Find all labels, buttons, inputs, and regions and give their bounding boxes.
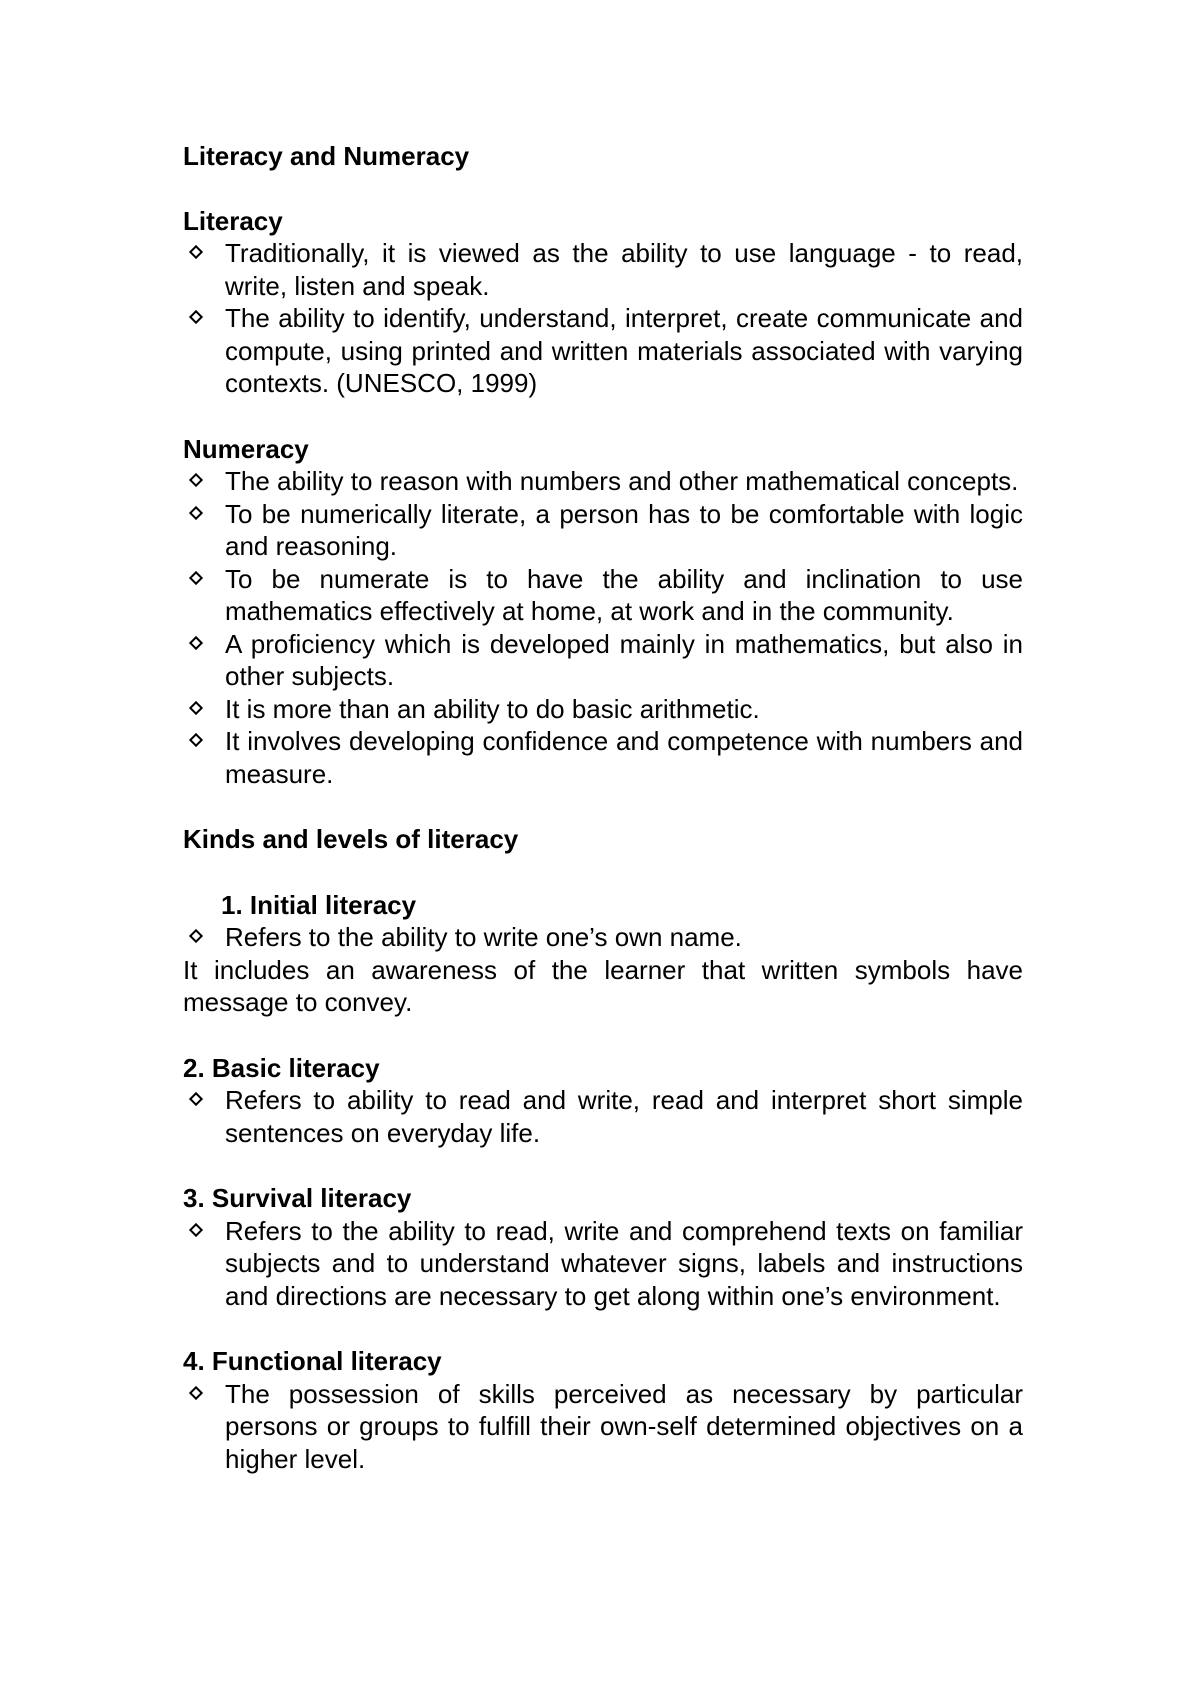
literacy-heading: Literacy (183, 205, 283, 236)
diamond-bullet-icon (189, 700, 203, 714)
diamond-bullet-icon (189, 1385, 203, 1399)
basic-literacy-heading: 2. Basic literacy (183, 1052, 380, 1083)
document-body (183, 140, 1023, 1475)
basic-literacy-list (183, 1084, 1023, 1149)
list-item: Refers to ability to read and write, read and interpret short simple sentences on everyday life. (183, 1084, 1023, 1149)
page-title: Literacy and Numeracy (183, 141, 470, 171)
initial-literacy-heading: 1. Initial literacy (221, 889, 417, 920)
diamond-bullet-icon (189, 310, 203, 324)
list-item: The possession of skills perceived as necessary by particular persons or groups to fulfill their own-self determined objectives on a higher level. (183, 1378, 1023, 1476)
diamond-bullet-icon (189, 929, 203, 943)
list-item: To be numerically literate, a person has to be comfortable with logic and reasoning. (183, 498, 1023, 563)
diamond-bullet-icon (189, 1092, 203, 1106)
diamond-bullet-icon (189, 1222, 203, 1236)
list-item: Refers to the ability to read, write and comprehend texts on familiar subjects and to understand whatever signs, labels and instructions and directions are necessary to get along within one’s environment. (183, 1215, 1023, 1313)
list-item: A proficiency which is developed mainly in mathematics, but also in other subjects. (183, 628, 1023, 693)
survival-literacy-heading: 3. Survival literacy (183, 1183, 412, 1213)
list-item: It involves developing confidence and competence with numbers and measure. (183, 725, 1023, 790)
diamond-bullet-icon (189, 245, 203, 259)
list-item: The ability to identify, understand, interpret, create communicate and compute, using printed and written materials associated with varying contexts. (UNESCO, 1999) (183, 302, 1023, 400)
list-item: The ability to reason with numbers and other mathematical concepts. (183, 465, 1023, 498)
functional-literacy-heading: 4. Functional literacy (183, 1346, 442, 1376)
list-item: It is more than an ability to do basic arithmetic. (183, 693, 1023, 726)
list-item: Traditionally, it is viewed as the ability to use language - to read, write, listen and speak. (183, 237, 1023, 302)
functional-literacy-list (183, 1378, 1023, 1476)
numeracy-heading: Numeracy (183, 433, 309, 464)
numeracy-list (183, 465, 1023, 790)
diamond-bullet-icon (189, 635, 203, 649)
survival-literacy-list (183, 1215, 1023, 1313)
diamond-bullet-icon (189, 473, 203, 487)
list-item: Refers to the ability to write one’s own name. (183, 921, 1023, 954)
kinds-heading: Kinds and levels of literacy (183, 824, 519, 854)
initial-literacy-paragraph: It includes an awareness of the learner that written symbols have message to convey. (183, 954, 1023, 1017)
diamond-bullet-icon (189, 505, 203, 519)
diamond-bullet-icon (189, 570, 203, 584)
literacy-list (183, 237, 1023, 400)
initial-literacy-list (183, 921, 1023, 954)
diamond-bullet-icon (189, 733, 203, 747)
list-item: To be numerate is to have the ability and inclination to use mathematics effectively at home, at work and in the community. (183, 563, 1023, 628)
